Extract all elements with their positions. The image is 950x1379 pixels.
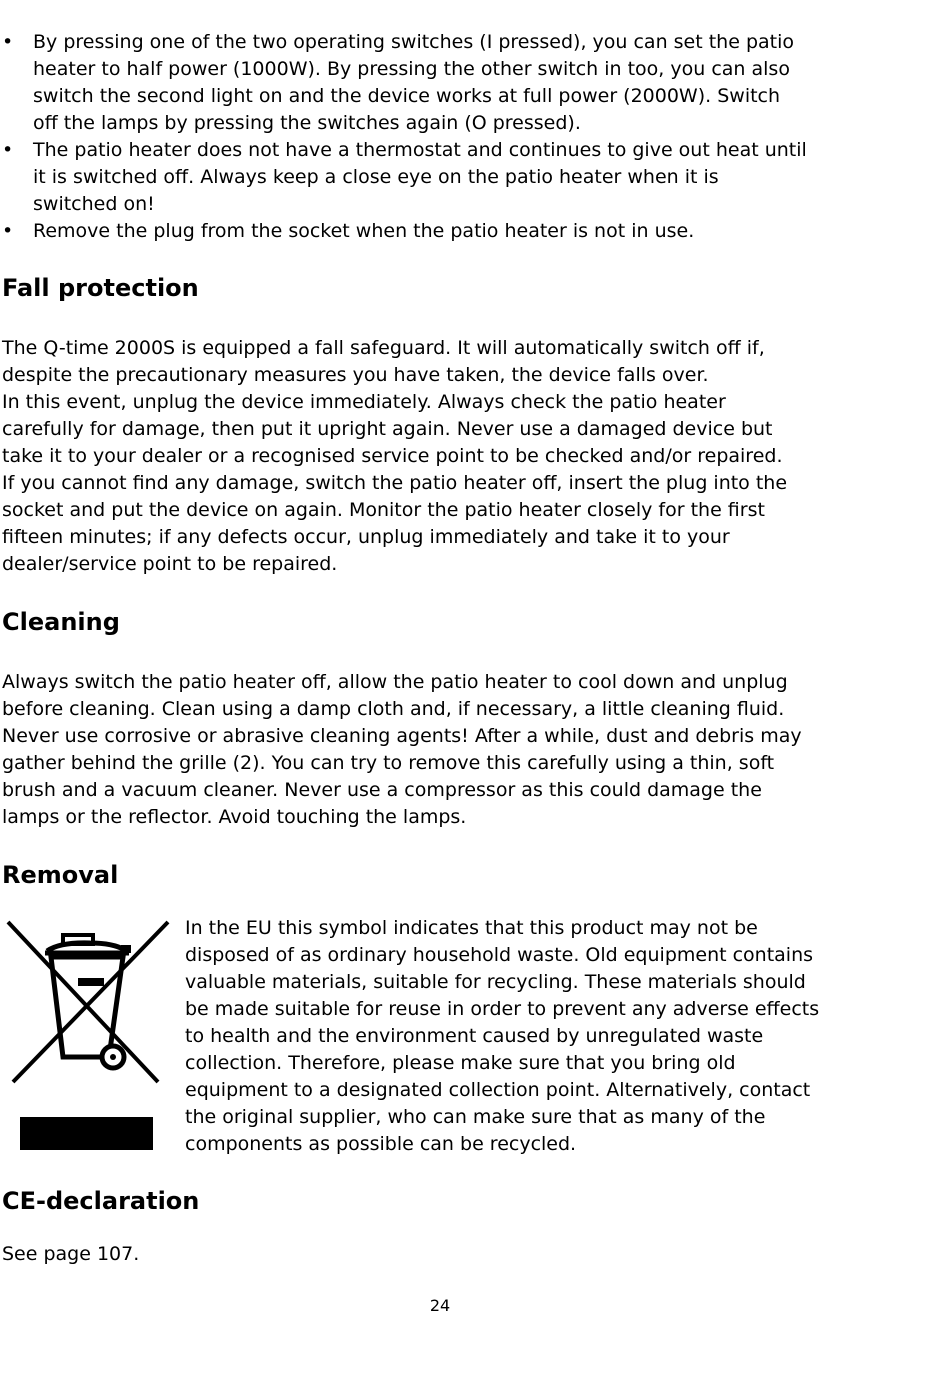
bullet-line: Remove the plug from the socket when the patio heater is not in use. — [33, 220, 695, 242]
text-line: disposed of as ordinary household waste. Old equipment contains — [185, 944, 814, 966]
cleaning-paragraph — [2, 669, 902, 831]
bullet-line: heater to half power (1000W). By pressing the other switch in too, you can also — [33, 58, 790, 80]
text-line: fifteen minutes; if any defects occur, unplug immediately and take it to your — [2, 526, 730, 548]
bullet-icon: • — [2, 220, 14, 242]
text-line: dealer/service point to be repaired. — [2, 553, 338, 575]
text-line: before cleaning. Clean using a damp cloth and, if necessary, a little cleaning fluid. — [2, 698, 785, 720]
text-line: to health and the environment caused by unregulated waste — [185, 1025, 764, 1047]
bullet-line: it is switched off. Always keep a close eye on the patio heater when it is — [33, 166, 719, 188]
ce-declaration-heading: CE-declaration — [2, 1187, 200, 1215]
list-item — [0, 218, 900, 245]
ce-declaration-text: See page 107. — [2, 1243, 140, 1265]
bullet-icon: • — [2, 139, 14, 161]
crossed-out-wheelie-bin-icon — [5, 917, 173, 1157]
text-line: In the EU this symbol indicates that this product may not be — [185, 917, 758, 939]
bullet-line: switch the second light on and the device works at full power (2000W). Switch — [33, 85, 781, 107]
text-line: take it to your dealer or a recognised service point to be checked and/or repaired. — [2, 445, 783, 467]
text-line: The Q-time 2000S is equipped a fall safeguard. It will automatically switch off if, — [2, 337, 765, 359]
bullet-line: By pressing one of the two operating switches (I pressed), you can set the patio — [33, 31, 795, 53]
cleaning-heading: Cleaning — [2, 608, 120, 636]
text-line: socket and put the device on again. Monitor the patio heater closely for the first — [2, 499, 765, 521]
text-line: lamps or the reflector. Avoid touching the lamps. — [2, 806, 467, 828]
bullet-line: The patio heater does not have a thermostat and continues to give out heat until — [33, 139, 807, 161]
text-line: despite the precautionary measures you have taken, the device falls over. — [2, 364, 709, 386]
text-line: be made suitable for reuse in order to prevent any adverse effects — [185, 998, 820, 1020]
text-line: Always switch the patio heater off, allow the patio heater to cool down and unplug — [2, 671, 788, 693]
fall-protection-paragraph — [2, 335, 902, 578]
list-item — [0, 137, 900, 218]
text-line: If you cannot find any damage, switch the patio heater off, insert the plug into the — [2, 472, 788, 494]
text-line: components as possible can be recycled. — [185, 1133, 577, 1155]
removal-paragraph — [185, 915, 905, 1158]
bullet-icon: • — [2, 31, 14, 53]
text-line: gather behind the grille (2). You can try to remove this carefully using a thin, soft — [2, 752, 775, 774]
fall-protection-heading: Fall protection — [2, 274, 199, 302]
removal-heading: Removal — [2, 861, 119, 889]
page-number: 24 — [429, 1296, 451, 1315]
text-line: carefully for damage, then put it upright again. Never use a damaged device but — [2, 418, 773, 440]
operation-bullet-list — [0, 29, 900, 245]
text-line: valuable materials, suitable for recycling. These materials should — [185, 971, 806, 993]
text-line: equipment to a designated collection point. Alternatively, contact — [185, 1079, 811, 1101]
bullet-line: switched on! — [33, 193, 155, 215]
text-line: Never use corrosive or abrasive cleaning agents! After a while, dust and debris may — [2, 725, 802, 747]
text-line: In this event, unplug the device immediately. Always check the patio heater — [2, 391, 726, 413]
text-line: collection. Therefore, please make sure that you bring old — [185, 1052, 736, 1074]
text-line: the original supplier, who can make sure that as many of the — [185, 1106, 766, 1128]
text-line: brush and a vacuum cleaner. Never use a compressor as this could damage the — [2, 779, 762, 801]
bullet-line: off the lamps by pressing the switches again (O pressed). — [33, 112, 581, 134]
list-item — [0, 29, 900, 137]
